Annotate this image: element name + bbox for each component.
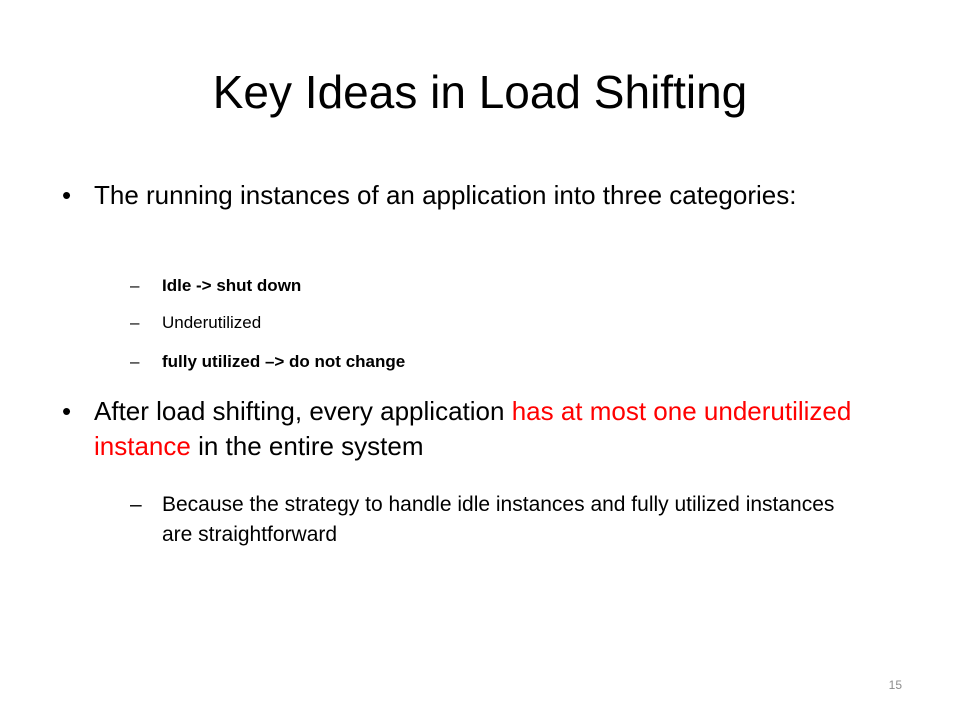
bullet-marker: • [62,180,72,210]
bullet-item-categories [62,178,882,213]
slide-title: Key Ideas in Load Shifting [212,66,748,118]
sub-item-text: Idle -> shut down [162,276,302,295]
sub-item-fully-utilized [130,347,870,376]
bullet-marker: • [62,396,72,426]
sub-item-reason [130,490,870,550]
bullet-text-part2: in the entire system [190,431,424,461]
sub-marker: – [130,313,140,332]
sub-item-idle [130,271,870,300]
bullet-item-load-shifting [62,394,882,464]
sub-marker: – [130,493,142,516]
sub-marker: – [130,352,140,371]
sub-item-underutilized [130,308,870,337]
bullet-text: The running instances of an application into three categories: [94,180,797,210]
sub-item-text: fully utilized –> do not change [162,352,406,371]
page-number: 15 [888,678,902,692]
sub-marker: – [130,276,140,295]
bullet-text-highlight: has at most one underutilized instance [94,396,852,461]
sub-item-text: Because the strategy to handle idle instances and fully utilized instances are straightforward [162,493,835,546]
bullet-text [94,394,882,464]
bullet-text-part1: After load shifting, every application [94,396,512,426]
sub-item-text: Underutilized [162,313,262,332]
